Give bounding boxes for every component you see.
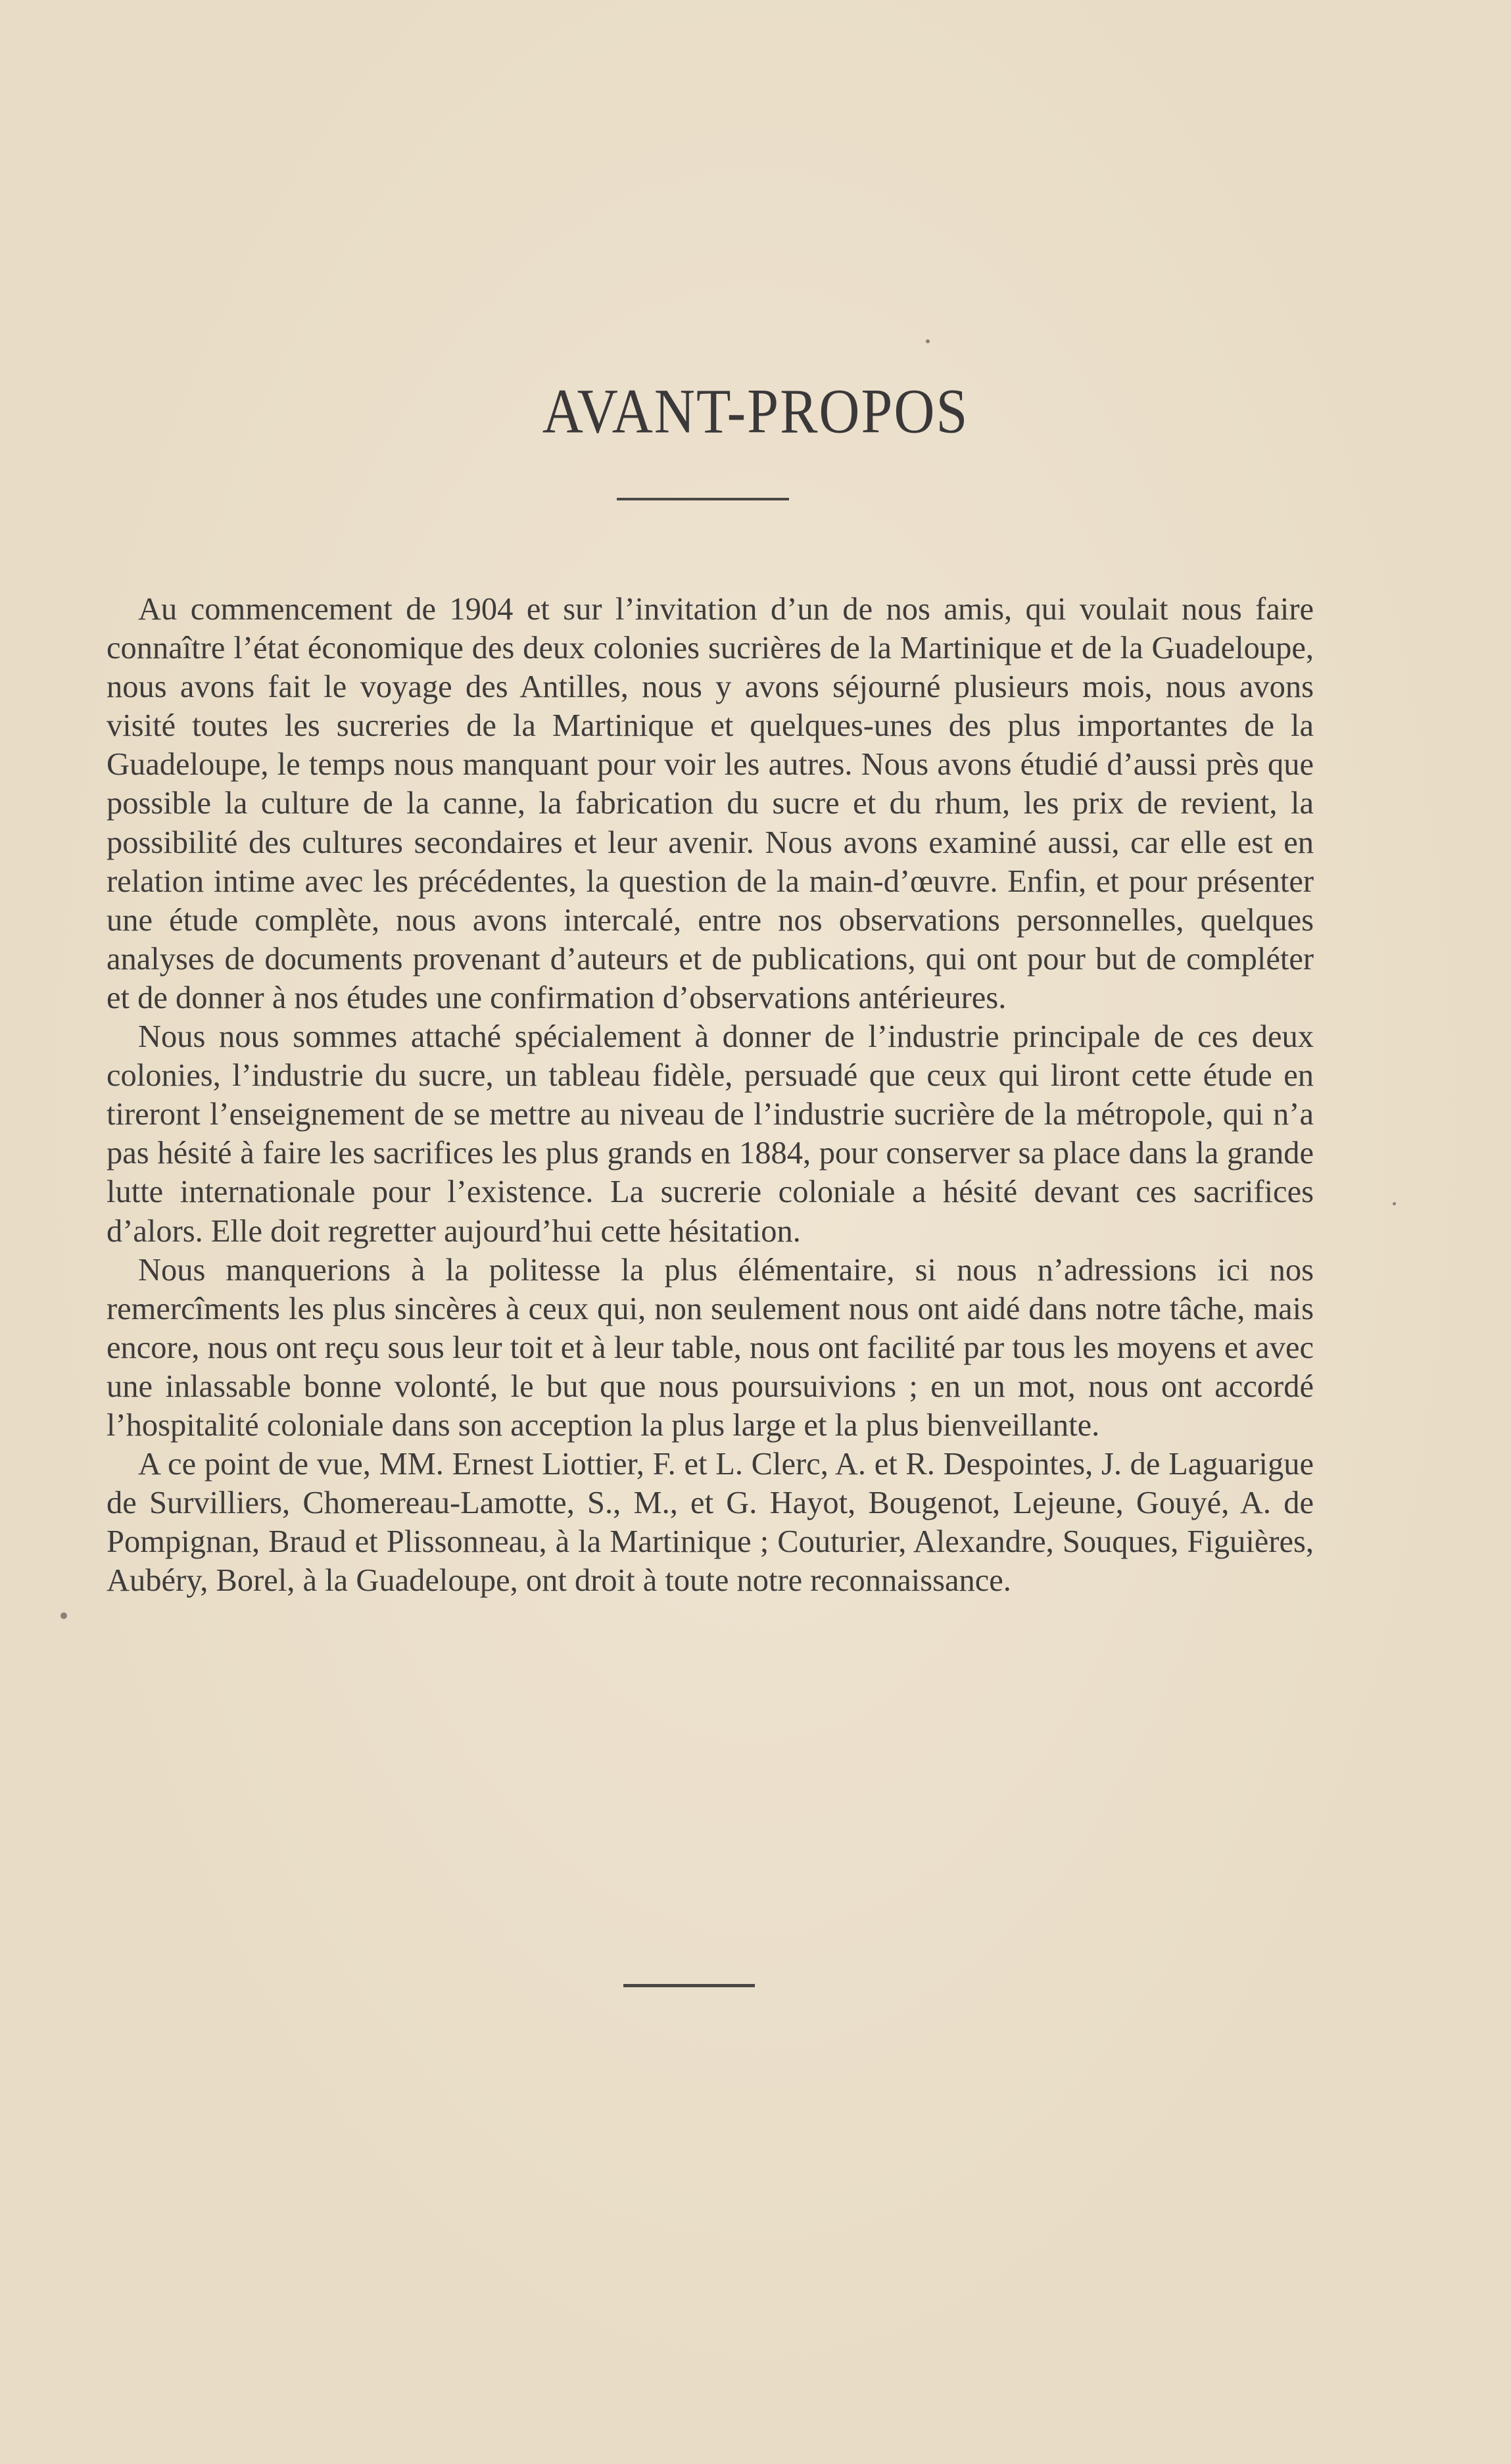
speck-mark — [926, 339, 930, 343]
page-title: AVANT-PROPOS — [542, 375, 969, 447]
title-rule — [617, 498, 789, 500]
paragraph-1: Au commencement de 1904 et sur l’invitation d’un de nos amis, qui voulait nous faire connaître l’état économique des deux colonies sucrières de la Martinique et de la Guadeloupe, nous avons fait le voyage des Antilles, nous y avons séjourné plusieurs mois, nous avons visité toutes les sucreries de la Martinique et quelques-unes des plus importantes de la Guadeloupe, le temps nous manquant pour voir les autres. Nous avons étudié d’aussi près que possible la culture de la canne, la fabrication du sucre et du rhum, les prix de revient, la possibilité des cultures secondaires et leur avenir. Nous avons examiné aussi, car elle est en relation intime avec les précédentes, la question de la main-d’œuvre. Enfin, et pour présenter une étude complète, nous avons intercalé, entre nos observations personnelles, quelques analyses de documents provenant d’auteurs et de publications, qui ont pour but de compléter et de donner à nos études une confirmation d’observations antérieures. — [107, 592, 1314, 1015]
speck-mark — [1393, 1202, 1396, 1205]
paragraph-4: A ce point de vue, MM. Ernest Liottier, F. et L. Clerc, A. et R. Despointes, J. de Laguarigue de Survilliers, Chomereau-Lamotte, S., M., et G. Hayot, Bougenot, Lejeune, Gouyé, A. de Pompignan, Braud et Plissonneau, à la Martinique ; Couturier, Alexandre, Souques, Figuières, Aubéry, Borel, à la Guadeloupe, ont droit à toute notre reconnaissance. — [107, 1447, 1314, 1599]
margin-mark — [60, 1612, 67, 1619]
end-rule — [623, 1984, 755, 1987]
paragraph-2: Nous nous sommes attaché spécialement à donner de l’industrie principale de ces deux colonies, l’industrie du sucre, un tableau fidèle, persuadé que ceux qui liront cette étude en tireront l’enseignement de se mettre au niveau de l’industrie sucrière de la métropole, qui n’a pas hésité à faire les sacrifices les plus grands en 1884, pour conserver sa place dans la grande lutte internationale pour l’existence. La sucrerie coloniale a hésité devant ces sacrifices d’alors. Elle doit regretter aujourd’hui cette hésitation. — [107, 1019, 1314, 1249]
foreword-text — [107, 590, 1314, 1600]
paragraph-3: Nous manquerions à la politesse la plus élémentaire, si nous n’adressions ici nos remercîments les plus sincères à ceux qui, non seulement nous ont aidé dans notre tâche, mais encore, nous ont reçu sous leur toit et à leur table, nous ont facilité par tous les moyens et avec une inlassable bonne volonté, le but que nous poursuivions ; en un mot, nous ont accordé l’hospitalité coloniale dans son acception la plus large et la plus bienveillante. — [107, 1252, 1314, 1443]
